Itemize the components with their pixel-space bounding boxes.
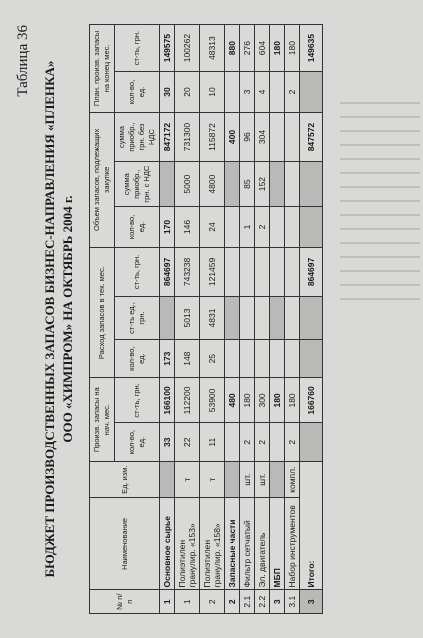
cell-ec: 180 (285, 25, 300, 72)
cell-sq (270, 423, 285, 462)
cell-eq: 2 (285, 72, 300, 113)
cell-bn: 115872 (200, 112, 225, 161)
cell-uq: 25 (200, 339, 225, 378)
group-buy: Объем запасов, подлежащих закупке (90, 112, 115, 247)
cell-unit: шт. (240, 461, 255, 497)
sub-qty: кол-во, ед. (115, 72, 160, 113)
cell-num: 3 (300, 590, 323, 614)
total-label: Итого: (300, 461, 323, 589)
cell-uc: 121459 (200, 247, 225, 296)
sub-unit-cost: ст-ть ед., грн. (115, 297, 160, 340)
cell-bn (270, 112, 285, 161)
total-start-cost: 166760 (300, 378, 323, 423)
cell-ec: 149575 (160, 25, 175, 72)
cell-bq (285, 207, 300, 248)
cell-sq: 2 (255, 423, 270, 462)
cell-bv (270, 162, 285, 207)
cell-bq: 1 (240, 207, 255, 248)
document-title (41, 19, 77, 619)
cell-sc: 166100 (160, 378, 175, 423)
cell-bq: 146 (175, 207, 200, 248)
rotated-page (11, 19, 411, 619)
cell-ec: 48313 (200, 25, 225, 72)
cell-uq (270, 339, 285, 378)
cell-sc: 53900 (200, 378, 225, 423)
cell-n: 2 (225, 590, 240, 614)
group-use: Расход запасов в тек. мес. (90, 247, 115, 378)
table-row (240, 25, 255, 614)
cell-bn (285, 112, 300, 161)
cell-sq: 11 (200, 423, 225, 462)
cell-bv: 5000 (175, 162, 200, 207)
cell-ec: 604 (255, 25, 270, 72)
cell-bv: 4800 (200, 162, 225, 207)
cell-uq: 173 (160, 339, 175, 378)
cell-bv (225, 162, 240, 207)
cell-ec: 100262 (175, 25, 200, 72)
cell-bv (285, 162, 300, 207)
cell-uq (285, 339, 300, 378)
cell-bn: 96 (240, 112, 255, 161)
cell-unit (270, 461, 285, 497)
cell-bq (225, 207, 240, 248)
table-row (200, 25, 225, 614)
table-row (285, 25, 300, 614)
cell-bv: 152 (255, 162, 270, 207)
cell-n: 1 (160, 590, 175, 614)
cell-n: 2 (200, 590, 225, 614)
cell-sc: 180 (285, 378, 300, 423)
cell-uc (270, 247, 285, 296)
cell-name: Фильтр сетчатый (240, 498, 255, 590)
cell-unit: т (200, 461, 225, 497)
table-row (270, 25, 285, 614)
cell-eq: 30 (160, 72, 175, 113)
cell-uc: 864697 (160, 247, 175, 296)
cell-sq: 33 (160, 423, 175, 462)
cell-name: МБП (270, 498, 285, 590)
cell-sq: 22 (175, 423, 200, 462)
cell-ec: 180 (270, 25, 285, 72)
cell-bn: 731300 (175, 112, 200, 161)
cell-uq (255, 339, 270, 378)
cell-n: 2.2 (255, 590, 270, 614)
cell-unit (225, 461, 240, 497)
cell-uu (240, 297, 255, 340)
cell-bq: 24 (200, 207, 225, 248)
col-unit: Ед. изм. (90, 461, 160, 497)
cell (300, 297, 323, 340)
sub-cost: ст-ть, грн. (115, 25, 160, 72)
group-start: Произв. запасы на нач. мес. (90, 378, 115, 462)
cell-bn: 847172 (160, 112, 175, 161)
cell-name: Основное сырье (160, 498, 175, 590)
cell-bq: 2 (255, 207, 270, 248)
sub-cost: ст-ть, грн. (115, 378, 160, 423)
table-row (160, 25, 175, 614)
cell-n: 3.1 (285, 590, 300, 614)
cell-uu (285, 297, 300, 340)
cell-eq: 3 (240, 72, 255, 113)
cell-sq: 2 (285, 423, 300, 462)
sub-qty: кол-во, ед. (115, 207, 160, 248)
total-buy-sum: 847572 (300, 112, 323, 161)
cell-unit (160, 461, 175, 497)
col-name: Наименование (90, 498, 160, 590)
cell-uc (240, 247, 255, 296)
cell-name: Полиэтилен гранулир. «158» (200, 498, 225, 590)
cell (300, 72, 323, 113)
cell (300, 162, 323, 207)
sub-sum-novat: сумма приобр., грн. без НДС (115, 112, 160, 161)
cell-uq (225, 339, 240, 378)
cell-bn: 304 (255, 112, 270, 161)
cell-name: Эл. двигатель (255, 498, 270, 590)
total-use-cost: 864697 (300, 247, 323, 296)
cell-sc: 180 (270, 378, 285, 423)
cell (300, 339, 323, 378)
budget-table (89, 24, 323, 614)
cell-bv (160, 162, 175, 207)
cell-sq (225, 423, 240, 462)
cell (300, 423, 323, 462)
cell-unit: компл. (285, 461, 300, 497)
col-num: № п/п (90, 590, 160, 614)
cell-unit: т (175, 461, 200, 497)
cell-sc: 112200 (175, 378, 200, 423)
table-row (175, 25, 200, 614)
cell-sc: 180 (240, 378, 255, 423)
cell-sq: 2 (240, 423, 255, 462)
cell-ec: 880 (225, 25, 240, 72)
cell-sc: 480 (225, 378, 240, 423)
cell-eq (270, 72, 285, 113)
cell-n: 2.1 (240, 590, 255, 614)
cell-uq (240, 339, 255, 378)
sub-cost: ст-ть, грн. (115, 247, 160, 296)
cell-uu (270, 297, 285, 340)
cell-uu (225, 297, 240, 340)
cell-bq: 170 (160, 207, 175, 248)
cell-eq: 4 (255, 72, 270, 113)
cell-bv: 85 (240, 162, 255, 207)
cell-sc: 300 (255, 378, 270, 423)
cell-name: Набор инструментов (285, 498, 300, 590)
cell-uq: 148 (175, 339, 200, 378)
cell-uu (255, 297, 270, 340)
cell-uc (225, 247, 240, 296)
cell-name: Полиэтилен гранулир. «153» (175, 498, 200, 590)
sub-sum-vat: сумма приобр., грн. с НДС (115, 162, 160, 207)
cell-uc (255, 247, 270, 296)
cell-eq: 20 (175, 72, 200, 113)
sub-qty: кол-во, ед. (115, 423, 160, 462)
total-end-cost: 149635 (300, 25, 323, 72)
cell-uu (160, 297, 175, 340)
cell-name: Запасные части (225, 498, 240, 590)
table-row (225, 25, 240, 614)
cell-uc: 743238 (175, 247, 200, 296)
group-end: План. произв. запасы на конец мес. (90, 25, 115, 113)
cell-ec: 276 (240, 25, 255, 72)
cell-bq (270, 207, 285, 248)
cell-eq (225, 72, 240, 113)
cell-unit: шт. (255, 461, 270, 497)
sub-qty: кол-во, ед. (115, 339, 160, 378)
title-line-1: БЮДЖЕТ ПРОИЗВОДСТВЕННЫХ ЗАПАСОВ БИЗНЕС-НАПРАВЛЕНИЯ «ПЛЕНКА» (42, 60, 57, 578)
cell-eq: 10 (200, 72, 225, 113)
cell-uc (285, 247, 300, 296)
total-row (300, 25, 323, 614)
cell-uu: 4831 (200, 297, 225, 340)
cell-bn: 400 (225, 112, 240, 161)
table-number: Таблица 36 (15, 25, 31, 97)
cell-n: 1 (175, 590, 200, 614)
table-row (255, 25, 270, 614)
cell (300, 207, 323, 248)
title-line-2: ООО «ХИМПРОМ» НА ОКТЯБРЬ 2004 г. (60, 195, 75, 443)
cell-n: 3 (270, 590, 285, 614)
cell-uu: 5013 (175, 297, 200, 340)
